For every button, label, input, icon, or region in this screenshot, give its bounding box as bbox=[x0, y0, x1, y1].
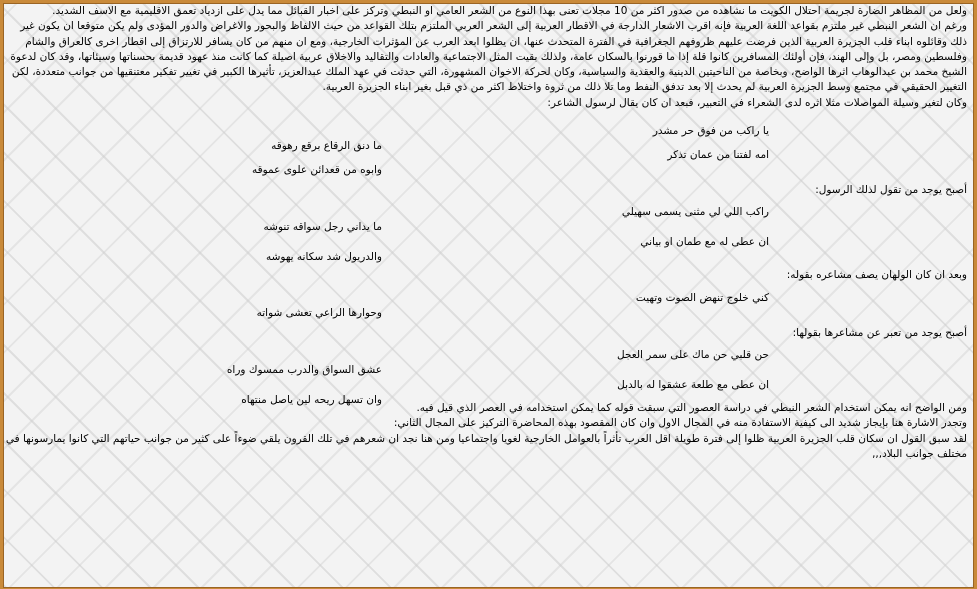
hemistich-right: ان عطى مع طلعة عشقوا له بالدبل bbox=[617, 378, 769, 391]
hemistich-left: وحوارها الراعي تعشى شواته bbox=[256, 306, 382, 319]
hemistich-left: وان تسهل ريحه لين ياصل منتهاه bbox=[241, 393, 382, 406]
poem-intro-2: أصبح يوجد من تقول لذلك الرسول: bbox=[815, 184, 967, 197]
poem-intro-4: أصبح يوجد من تعبر عن مشاعرها بقولها: bbox=[792, 326, 967, 339]
hemistich-right: كني خلوج تنهض الصوت وتهيت bbox=[635, 291, 769, 304]
paragraph-1: ولعل من المظاهر الضارة لجريمة احتلال الكويت ما نشاهده من صدور اكثر من 10 مجلات تعنى بهذا النوع من الشعر العامي او النبطي وتركز على اخبار القبائل مما يدل على ازدياد تعمق الاقليمية مع الاسف الشديد. bbox=[52, 5, 967, 17]
poem-1-verse-2 bbox=[5, 141, 967, 177]
poem-2-verse-2 bbox=[5, 228, 967, 264]
paragraph-3: وكان لتغير وسيلة المواصلات مثلا اثره لدى الشعراء في التعبير، فبعد ان كان يقال لرسول الشاعر: bbox=[547, 96, 967, 109]
hemistich-right: ان عطى له مع طمان او بياني bbox=[640, 236, 769, 249]
closing-paragraph-3: لقد سبق القول ان سكان قلب الجزيرة العربية ظلوا إلى فترة طويلة اقل العرب تأثراً بالعوامل الخارجية لغويا واجتماعيا ومن هنا نجد ان شعرهم في تلك القرون يلقي ضوءاً على كثير من جوانب حياتهم التي كانوا يمارسونها في مختلف جوانب البلاد,,, bbox=[5, 432, 967, 460]
hemistich-right: يا راكب من فوق حر مشدر bbox=[652, 125, 769, 138]
poem-2-verse-1 bbox=[5, 198, 967, 234]
hemistich-left: عشق السواق والدرب ممسوك وراه bbox=[226, 363, 382, 376]
hemistich-left: والدريول شد سكانه يهوشه bbox=[265, 251, 382, 264]
paragraph-2: ورغم ان الشعر النبطي غير ملتزم بقواعد اللغة العربية فإنه اقرب الاشعار الدارجة في الاقطار العربية إلى الشعر العربي الملتزم بتلك القواعد من حيث الالفاظ والبحور والاغراض والدور المؤدى ولم يكن متوقعا ان يكون غير ذلك وقائلوه ابناء قلب الجزيرة العربية الذين فرضت عليهم ظروفهم الجغرافية في الفترة المتحدث عنها، ان يظلوا ابعد العرب عن المؤثرات الخارجية، ومع ان منهم من كان يسافر للارتزاق إلى اقطار اخرى كالعراق والشام وفلسطين ومصر، بل وإلى الهند، فإن أولئك المسافرين كانوا قلة إذا ما قورنوا بالسكان عامة، ولذلك بقيت المثل الاجتماعية والعادات والتقاليد والاخلاق عربية اصيلة كما كانت منذ عهود قديمة بحسناتها وسيئاتها، وقد كان لدعوة الشيخ محمد بن عبدالوهاب اثرها الواضح، وبخاصة من الناحيتين الدينية والعقدية والسياسية، وكان لحركة الاخوان المشهورة، التي حدثت في عهد الملك عبدالعزيز، تأثيرها الكبير في تغيير تفكير معتنقيها من جوانب متعددة، لكن التغيير الحقيقي في مجتمع وسط الجزيرة العربية لم يحدث إلا بعد تدفق النفط وما تلا ذلك من ثروة واختلاط اكثر من ذي قبل بغير ابناء الجزيرة العربية. bbox=[10, 20, 967, 94]
hemistich-right: حن قلبي حن ماك على سمر العجل bbox=[617, 348, 769, 361]
poem-4-verse-2 bbox=[5, 371, 967, 406]
hemistich-left: ما دنق الرقاع برقع رهوقه bbox=[271, 140, 382, 153]
hemistich-right: راكب اللي لي مثنى يسمى سهيلي bbox=[621, 206, 769, 219]
poem-3-verse-1 bbox=[5, 284, 967, 319]
article-frame bbox=[3, 3, 974, 588]
closing-paragraph-2: وتجدر الاشارة هنا بإيجاز شديد الى كيفية الاستفادة منه في المجال الاول وان كان المقصود بهذه المحاضرة التركيز على المجال الثاني: bbox=[393, 417, 967, 430]
closing-paragraph-1: ومن الواضح انه يمكن استخدام الشعر النبطي في دراسة العصور التي سبقت قوله كما يمكن استخدامه في العصر الذي قيل فيه. bbox=[416, 401, 967, 414]
hemistich-left: ما يداني رجل سواقه تنوشه bbox=[263, 221, 382, 234]
poem-intro-3: وبعد ان كان الولهان يصف مشاعره بقوله: bbox=[786, 269, 967, 282]
poem-1-verse-1 bbox=[5, 111, 967, 153]
poem-4-verse-1 bbox=[5, 341, 967, 376]
hemistich-left: وابوه من قعدائن علوى عموقه bbox=[251, 164, 382, 177]
hemistich-right: امه لفتنا من عمان تذكر bbox=[667, 149, 769, 162]
article-body bbox=[5, 4, 967, 462]
